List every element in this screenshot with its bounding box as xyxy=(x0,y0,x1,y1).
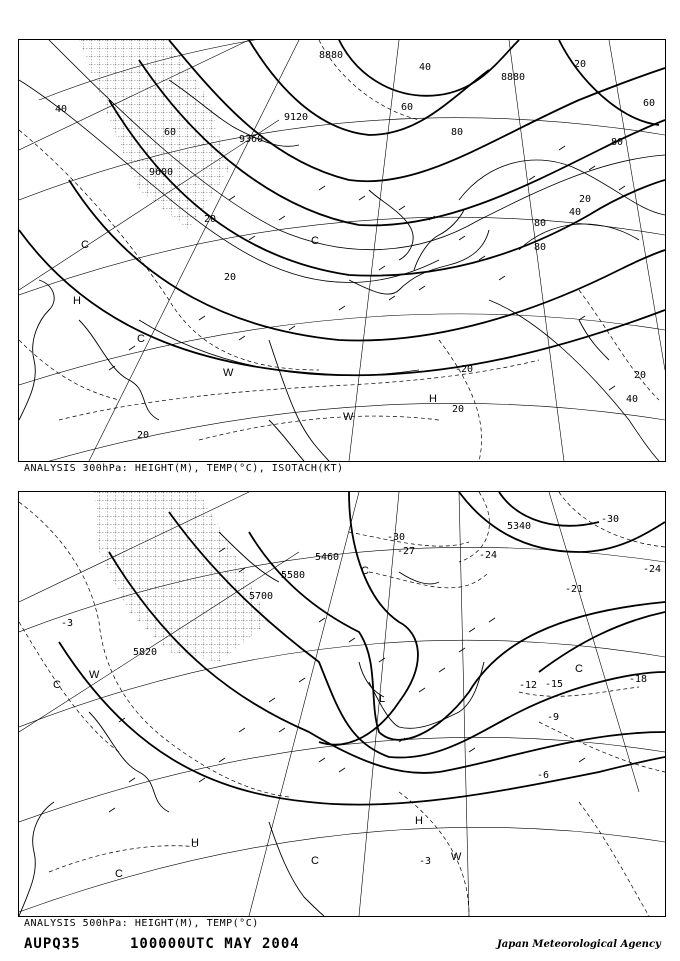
isotach-label: 60 xyxy=(164,127,177,138)
isotach-label: 40 xyxy=(419,62,432,73)
temperature-label: -3 xyxy=(61,618,74,629)
pressure-center: C xyxy=(115,868,123,880)
isotach-label: 80 xyxy=(534,218,547,229)
temperature-label: -24 xyxy=(643,564,662,575)
pressure-center: L xyxy=(379,693,386,705)
temperature-label: -30 xyxy=(601,514,620,525)
isotach-label: 40 xyxy=(626,394,639,405)
hatched-area xyxy=(94,492,269,662)
pressure-center: H xyxy=(415,815,423,827)
isotach-label: 40 xyxy=(569,207,582,218)
pressure-center: W xyxy=(343,411,354,423)
pressure-center: C xyxy=(311,235,319,247)
isotach-label: 60 xyxy=(401,102,414,113)
temperature-label: -20 xyxy=(455,364,474,375)
caption-300hpa: ANALYSIS 300hPa: HEIGHT(M), TEMP(°C), ISOTACH(KT) xyxy=(24,463,344,474)
height-label: 9120 xyxy=(284,112,309,123)
height-label: 8880 xyxy=(501,72,526,83)
isotach-label: 80 xyxy=(611,137,624,148)
height-label: 5700 xyxy=(249,591,274,602)
temperature-label: -30 xyxy=(387,532,406,543)
temperature-label: -12 xyxy=(519,680,538,691)
isotach-label: 20 xyxy=(574,59,587,70)
pressure-center: C xyxy=(137,333,145,345)
temperature-label: -27 xyxy=(397,546,416,557)
height-label: 5820 xyxy=(133,647,158,658)
temperature-label: -6 xyxy=(537,770,550,781)
temperature-label: -24 xyxy=(479,550,498,561)
temperature-label: 20 xyxy=(137,430,150,441)
pressure-center: W xyxy=(89,669,100,681)
isotach-label: 40 xyxy=(55,104,68,115)
chart-id: AUPQ35 xyxy=(24,936,81,952)
pressure-center: C xyxy=(311,855,319,867)
isotach-label: 20 xyxy=(204,214,217,225)
isotach-label: 20 xyxy=(634,370,647,381)
pressure-center: C xyxy=(81,239,89,251)
height-label: 9360 xyxy=(239,134,264,145)
coastlines xyxy=(19,80,609,461)
pressure-center: H xyxy=(429,393,437,405)
height-label: 8880 xyxy=(319,50,344,61)
temperature-label: 20 xyxy=(452,404,465,415)
isotach-label: 80 xyxy=(534,242,547,253)
agency-name: Japan Meteorological Agency xyxy=(497,939,661,950)
isotach-label: 20 xyxy=(224,272,237,283)
temperature-label: -9 xyxy=(547,712,560,723)
isotach-label: 60 xyxy=(643,98,656,109)
caption-500hpa: ANALYSIS 500hPa: HEIGHT(M), TEMP(°C) xyxy=(24,918,259,929)
pressure-center: H xyxy=(73,295,81,307)
pressure-center: C xyxy=(53,679,61,691)
temperature-label: -21 xyxy=(565,584,584,595)
pressure-center: W xyxy=(223,367,234,379)
height-label: 5580 xyxy=(281,570,306,581)
temperature-label: -18 xyxy=(629,674,648,685)
isotach-label: 80 xyxy=(451,127,464,138)
latitude-lines xyxy=(19,547,665,912)
temperature-label: -3 xyxy=(419,856,432,867)
pressure-center: H xyxy=(191,837,199,849)
pressure-center: C xyxy=(575,663,583,675)
pressure-center: W xyxy=(451,851,462,863)
map-500hpa-canvas xyxy=(19,492,665,916)
temperature-label: -15 xyxy=(545,679,564,690)
pressure-center: C xyxy=(361,565,369,577)
isotach-label: 20 xyxy=(579,194,592,205)
map-500hpa xyxy=(18,491,666,917)
height-label: 5460 xyxy=(315,552,340,563)
map-300hpa xyxy=(18,39,666,462)
valid-time: 100000UTC MAY 2004 xyxy=(130,936,300,952)
height-label: 9600 xyxy=(149,167,174,178)
map-300hpa-canvas xyxy=(19,40,665,461)
height-label: 5340 xyxy=(507,521,532,532)
